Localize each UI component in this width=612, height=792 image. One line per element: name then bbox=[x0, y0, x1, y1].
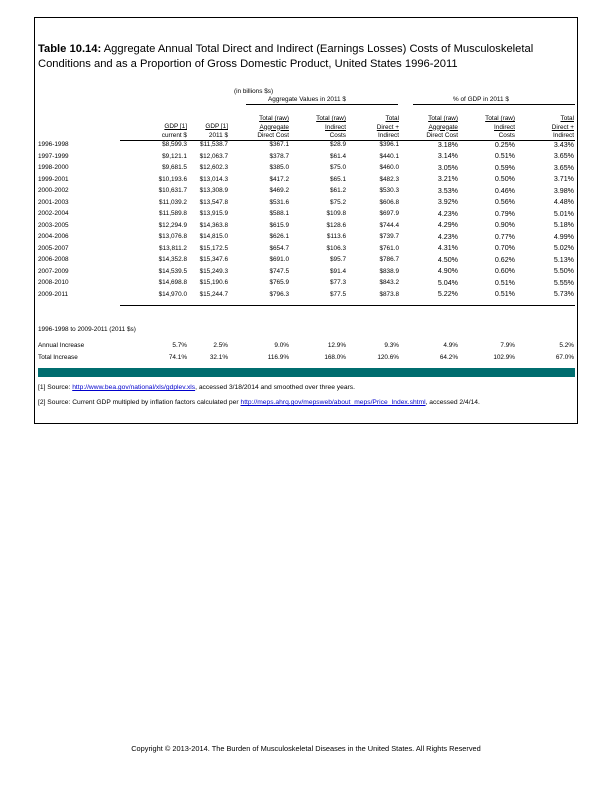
summary-cell: 32.1% bbox=[209, 354, 228, 361]
table-cell: 0.51% bbox=[494, 152, 515, 160]
table-cell: 4.29% bbox=[437, 221, 458, 229]
table-cell: 0.25% bbox=[494, 140, 515, 149]
table-cell: 5.02% bbox=[553, 244, 574, 252]
column-header: Indirect bbox=[325, 123, 346, 131]
table-cell: 4.31% bbox=[437, 244, 458, 252]
column-header: Direct + bbox=[551, 123, 574, 131]
table-cell: $11,039.2 bbox=[159, 198, 187, 206]
table-cell: 3.71% bbox=[553, 175, 574, 183]
column-header: Total (raw) bbox=[259, 115, 289, 122]
table-cell: $10,631.7 bbox=[158, 187, 187, 194]
summary-cell: 2.5% bbox=[213, 342, 228, 349]
table-cell: $654.7 bbox=[269, 244, 289, 252]
table-cell: $744.4 bbox=[379, 221, 399, 229]
table-number: Table 10.14: bbox=[38, 43, 102, 55]
column-header: Costs bbox=[329, 132, 346, 139]
summary-cell: 9.0% bbox=[274, 342, 289, 349]
table-cell: $796.3 bbox=[269, 290, 289, 298]
table-cell: $113.6 bbox=[326, 233, 346, 240]
row-label: 2002-2004 bbox=[38, 210, 69, 217]
table-cell: $11,538.7 bbox=[200, 141, 228, 148]
row-label: 2009-2011 bbox=[38, 290, 69, 298]
row-label: 2004-2006 bbox=[38, 233, 69, 240]
source-note-2: [2] Source: Current GDP multipled by inflation factors calculated per http://meps.ahrq.gov/mepsweb/about_meps/Price_Index.shtml, accessed 2/4/14. bbox=[38, 399, 480, 406]
table-cell: 4.99% bbox=[553, 232, 574, 241]
summary-cell: 9.3% bbox=[384, 342, 399, 349]
table-cell: $378.7 bbox=[269, 152, 289, 160]
table-cell: $417.2 bbox=[269, 175, 289, 183]
row-label: 1999-2001 bbox=[38, 175, 69, 183]
table-cell: $873.8 bbox=[379, 290, 399, 298]
table-cell: $75.2 bbox=[330, 198, 346, 206]
aggregate-group-rule bbox=[246, 104, 398, 105]
summary-cell: 67.0% bbox=[555, 354, 574, 361]
column-header: current $ bbox=[161, 131, 187, 139]
table-cell: 0.56% bbox=[494, 198, 515, 206]
table-cell: $786.7 bbox=[379, 256, 399, 263]
row-label: 2008-2010 bbox=[38, 279, 69, 286]
table-cell: 0.50% bbox=[494, 175, 515, 183]
column-header: Direct Cost bbox=[426, 132, 458, 139]
row-label: 2000-2002 bbox=[38, 187, 69, 194]
units-label: (in billions $s) bbox=[234, 88, 274, 95]
table-cell: $469.2 bbox=[269, 187, 289, 194]
copyright-footer: Copyright © 2013-2014. The Burden of Musculoskeletal Diseases in the United States. All Rights Reserved bbox=[131, 744, 481, 753]
table-cell: $15,347.6 bbox=[199, 256, 228, 263]
table-cell: 3.53% bbox=[437, 186, 458, 195]
table-cell: $77.3 bbox=[330, 279, 346, 286]
table-title-text: Aggregate Annual Total Direct and Indirect (Earnings Losses) Costs of Musculoskeletal Conditions and as a Proportion of Gross Domestic Product, United States 1996-2011 bbox=[38, 43, 534, 70]
summary-cell: 12.9% bbox=[327, 342, 346, 349]
table-cell: $91.4 bbox=[330, 267, 346, 275]
column-header: Aggregate bbox=[428, 123, 458, 131]
table-cell: $13,308.9 bbox=[199, 187, 228, 194]
summary-heading: 1996-1998 to 2009-2011 (2011 $s) bbox=[38, 326, 136, 333]
source-link-2[interactable]: http://meps.ahrq.gov/mepsweb/about_meps/Price_Index.shtml bbox=[240, 399, 426, 406]
table-cell: 5.50% bbox=[553, 267, 574, 275]
table-cell: $14,352.8 bbox=[158, 256, 187, 263]
table-cell: 4.90% bbox=[437, 267, 458, 275]
summary-row-label: Annual Increase bbox=[38, 342, 85, 349]
table-cell: $761.0 bbox=[379, 244, 399, 252]
row-label: 1997-1999 bbox=[38, 152, 69, 160]
table-cell: $9,121.1 bbox=[162, 152, 187, 160]
table-cell: 3.43% bbox=[553, 140, 574, 149]
column-header: Direct + bbox=[376, 123, 399, 131]
table-cell: 3.65% bbox=[553, 163, 574, 172]
table-cell: 5.01% bbox=[553, 209, 574, 218]
table-cell: 0.90% bbox=[494, 221, 515, 229]
table-cell: 0.51% bbox=[494, 290, 515, 298]
column-header: Aggregate bbox=[259, 123, 289, 131]
table-cell: 3.14% bbox=[437, 152, 458, 160]
table-cell: $838.9 bbox=[379, 267, 399, 275]
table-cell: 5.04% bbox=[437, 278, 458, 287]
summary-cell: 120.6% bbox=[377, 354, 399, 361]
column-header: Indirect bbox=[378, 132, 399, 139]
table-cell: $14,815.0 bbox=[199, 233, 228, 240]
table-cell: $11,589.8 bbox=[159, 210, 187, 217]
table-cell: $606.8 bbox=[379, 198, 399, 206]
row-label: 1998-2000 bbox=[38, 164, 69, 171]
column-header: Total bbox=[560, 115, 574, 122]
column-header: Total bbox=[385, 115, 399, 122]
table-cell: $15,249.3 bbox=[199, 267, 228, 275]
table-cell: $482.3 bbox=[379, 175, 399, 183]
table-cell: 0.79% bbox=[494, 209, 515, 218]
summary-cell: 64.2% bbox=[439, 354, 458, 361]
column-header: Indirect bbox=[553, 132, 574, 139]
table-cell: $65.1 bbox=[330, 175, 346, 183]
table-cell: 3.98% bbox=[553, 186, 574, 195]
column-header: Costs bbox=[498, 132, 515, 139]
table-cell: 3.21% bbox=[437, 175, 458, 183]
table-cell: 4.23% bbox=[437, 209, 458, 218]
table-cell: 4.50% bbox=[437, 255, 458, 264]
table-cell: $109.8 bbox=[326, 210, 346, 217]
table-cell: $15,172.5 bbox=[199, 244, 228, 252]
table-cell: $77.5 bbox=[330, 290, 346, 298]
table-cell: $61.2 bbox=[330, 187, 346, 194]
table-cell: $128.6 bbox=[326, 221, 346, 229]
table-cell: 5.18% bbox=[553, 221, 574, 229]
table-cell: $615.9 bbox=[269, 221, 289, 229]
table-cell: $13,076.8 bbox=[158, 233, 187, 240]
row-label: 2006-2008 bbox=[38, 256, 69, 263]
table-cell: 0.59% bbox=[494, 163, 515, 172]
summary-cell: 102.9% bbox=[493, 354, 515, 361]
table-cell: $12,294.9 bbox=[158, 221, 187, 229]
column-header: GDP [1] bbox=[164, 123, 187, 130]
column-header: Total (raw) bbox=[485, 115, 515, 122]
column-header: Total (raw) bbox=[316, 115, 346, 122]
table-cell: 5.22% bbox=[437, 290, 458, 298]
table-cell: $13,547.8 bbox=[199, 198, 228, 206]
column-header: Direct Cost bbox=[257, 132, 289, 139]
table-cell: 3.18% bbox=[437, 140, 458, 149]
source-note-1: [1] Source: http://www.bea.gov/national/xls/gdplev.xls, accessed 3/18/2014 and smoothed over three years. bbox=[38, 384, 355, 391]
table-cell: $14,970.0 bbox=[158, 290, 187, 298]
percent-group-header: % of GDP in 2011 $ bbox=[453, 96, 509, 103]
table-cell: $10,193.6 bbox=[158, 175, 187, 183]
table-cell: $13,915.9 bbox=[199, 210, 228, 217]
table-cell: $691.0 bbox=[269, 256, 289, 263]
table-cell: $106.3 bbox=[326, 244, 346, 252]
table-cell: $15,244.7 bbox=[199, 290, 228, 298]
table-cell: $626.1 bbox=[269, 233, 289, 240]
summary-cell: 7.9% bbox=[500, 342, 515, 349]
table-cell: $61.4 bbox=[330, 152, 346, 160]
table-cell: $739.7 bbox=[379, 233, 399, 240]
table-cell: 4.48% bbox=[553, 198, 574, 206]
column-header: GDP [1] bbox=[205, 123, 228, 130]
aggregate-group-header: Aggregate Values in 2011 $ bbox=[268, 96, 346, 103]
table-cell: $747.5 bbox=[269, 267, 289, 275]
table-cell: $75.0 bbox=[330, 164, 346, 171]
table-cell: $15,190.6 bbox=[199, 279, 228, 286]
table-cell: 3.05% bbox=[437, 163, 458, 172]
column-header: Indirect bbox=[494, 123, 515, 131]
table-cell: $14,698.8 bbox=[158, 279, 187, 286]
table-cell: 0.60% bbox=[494, 267, 515, 275]
table-cell: 5.73% bbox=[553, 290, 574, 298]
summary-cell: 168.0% bbox=[324, 354, 346, 361]
table-cell: $588.1 bbox=[269, 210, 289, 217]
table-cell: 3.92% bbox=[437, 198, 458, 206]
summary-cell: 5.2% bbox=[559, 342, 574, 349]
column-header: Total (raw) bbox=[428, 115, 458, 122]
table-cell: 0.70% bbox=[494, 244, 515, 252]
table-cell: $440.1 bbox=[379, 152, 399, 160]
table-cell: $385.0 bbox=[269, 164, 289, 171]
table-cell: 4.23% bbox=[437, 232, 458, 241]
source-link-1[interactable]: http://www.bea.gov/national/xls/gdplev.xls bbox=[72, 384, 196, 391]
table-cell: $765.9 bbox=[269, 279, 289, 286]
table-cell: $8,599.3 bbox=[162, 141, 187, 148]
table-cell: 5.13% bbox=[553, 255, 574, 264]
table-cell: $396.1 bbox=[379, 141, 399, 148]
percent-group-rule bbox=[413, 104, 575, 105]
table-cell: $697.9 bbox=[379, 210, 399, 217]
table-cell: $530.3 bbox=[379, 187, 399, 194]
table-cell: $9,681.5 bbox=[162, 164, 187, 171]
table-cell: 0.46% bbox=[494, 186, 515, 195]
table-cell: 0.51% bbox=[494, 278, 515, 287]
summary-cell: 5.7% bbox=[172, 342, 187, 349]
table-cell: $13,811.2 bbox=[159, 244, 187, 252]
table-cell: $367.1 bbox=[269, 141, 289, 148]
table-title bbox=[38, 42, 563, 72]
row-label: 2003-2005 bbox=[38, 221, 69, 229]
table-cell: 5.55% bbox=[553, 278, 574, 287]
table-cell: $12,063.7 bbox=[199, 152, 228, 160]
summary-cell: 74.1% bbox=[168, 354, 187, 361]
divider-bar bbox=[38, 368, 575, 377]
table-cell: $14,363.8 bbox=[199, 221, 228, 229]
table-cell: $531.6 bbox=[269, 198, 289, 206]
table-cell: $460.0 bbox=[379, 164, 399, 171]
summary-cell: 116.9% bbox=[267, 354, 289, 361]
table-cell: $95.7 bbox=[330, 256, 346, 263]
table-cell: $28.9 bbox=[330, 141, 346, 148]
row-label: 2007-2009 bbox=[38, 267, 69, 275]
summary-cell: 4.9% bbox=[443, 342, 458, 349]
row-label: 1996-1998 bbox=[38, 141, 69, 148]
table-cell: $13,014.3 bbox=[199, 175, 228, 183]
table-bottom-rule bbox=[120, 305, 575, 306]
table-cell: 0.77% bbox=[494, 232, 515, 241]
row-label: 2005-2007 bbox=[38, 244, 69, 252]
table-cell: 3.65% bbox=[553, 152, 574, 160]
table-cell: $14,539.5 bbox=[158, 267, 187, 275]
summary-row-label: Total Increase bbox=[38, 354, 78, 361]
column-header: 2011 $ bbox=[208, 131, 228, 139]
table-cell: $843.2 bbox=[379, 279, 399, 286]
table-cell: $12,602.3 bbox=[199, 164, 228, 171]
table-cell: 0.62% bbox=[494, 255, 515, 264]
row-label: 2001-2003 bbox=[38, 198, 69, 206]
